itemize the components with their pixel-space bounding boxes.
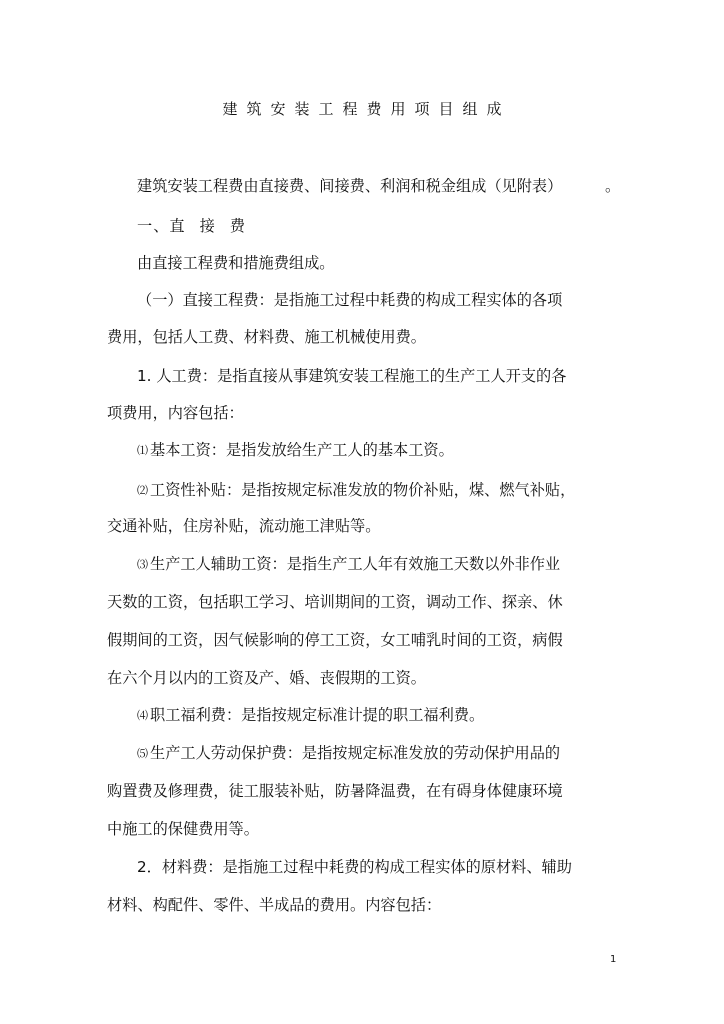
paragraph-line: 假期间的工资，因气候影响的停工工资，女工哺乳时间的工资，病假: [107, 631, 563, 649]
paragraph-line: 天数的工资，包括职工学习、培训期间的工资，调动工作、探亲、休: [107, 593, 563, 611]
page-title: 建筑安装工程费用项目组成: [222, 100, 511, 118]
paragraph-intro: [137, 176, 621, 196]
paragraph-line: 由直接工程费和措施费组成。: [137, 254, 335, 272]
list-item: ⑴ 基本工资：是指发放给生产工人的基本工资。: [137, 441, 454, 459]
section-heading-direct-cost: 一、直 接 费: [137, 217, 246, 235]
list-item: ⑸ 生产工人劳动保护费：是指按规定标准发放的劳动保护用品的: [137, 744, 561, 762]
paragraph-line: 材料、构配件、零件、半成品的费用。内容包括：: [107, 896, 442, 914]
list-item: ⑷ 职工福利费：是指按规定标准计提的职工福利费。: [137, 706, 485, 724]
item-number: ⑵: [137, 484, 148, 497]
paragraph-line: 2．材料费：是指施工过程中耗费的构成工程实体的原材料、辅助: [137, 858, 572, 876]
intro-text: 建筑安装工程费由直接费、间接费、利润和税金组成（见附表）: [137, 177, 563, 195]
item-number: ⑶: [137, 558, 148, 571]
page-number: 1: [610, 954, 617, 965]
item-number: ⑷: [137, 709, 148, 722]
item-number: ⑸: [137, 747, 148, 760]
paragraph-line: 交通补贴，住房补贴，流动施工津贴等。: [107, 517, 381, 535]
paragraph-line: 1. 人工费：是指直接从事建筑安装工程施工的生产工人开支的各: [137, 367, 567, 385]
paragraph-line: 项费用，内容包括：: [107, 404, 244, 422]
paragraph-line: 在六个月以内的工资及产、婚、丧假期的工资。: [107, 669, 426, 687]
paragraph-line: （一）直接工程费：是指施工过程中耗费的构成工程实体的各项: [137, 291, 563, 309]
trailing-period: 。: [605, 177, 621, 195]
item-number: ⑴: [137, 444, 148, 457]
paragraph-line: 费用，包括人工费、材料费、施工机械使用费。: [107, 328, 426, 346]
list-item: ⑵ 工资性补贴：是指按规定标准发放的物价补贴，煤、燃气补贴，: [137, 481, 576, 499]
paragraph-line: 中施工的保健费用等。: [107, 820, 259, 838]
list-item: ⑶ 生产工人辅助工资：是指生产工人年有效施工天数以外非作业: [137, 555, 561, 573]
paragraph-line: 购置费及修理费，徒工服装补贴，防暑降温费，在有碍身体健康环境: [107, 782, 563, 800]
